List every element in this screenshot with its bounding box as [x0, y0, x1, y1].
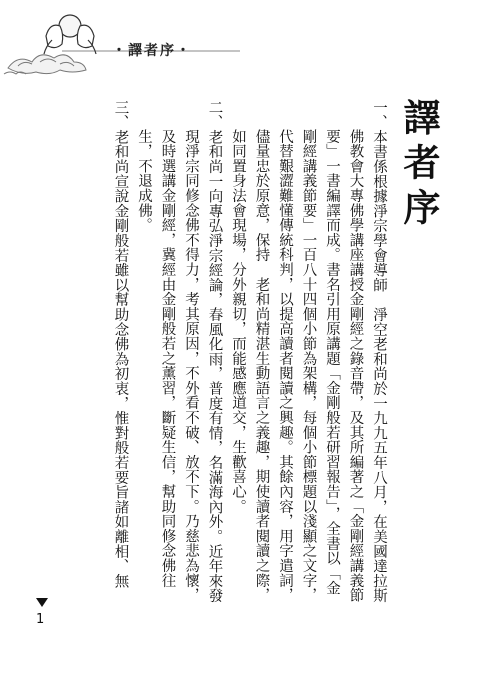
triangle-marker-icon: [36, 598, 48, 607]
hands-holding-pearl-icon: [44, 15, 96, 54]
text-line: [202, 100, 226, 640]
line-text: 代替艱澀難懂傳統科判，以提高讀者閱讀之興趣。其餘內容，用字遣詞，: [277, 129, 293, 603]
body-text: [108, 100, 390, 640]
item-number: 一、: [371, 100, 387, 130]
text-line: [108, 100, 132, 640]
text-line: [296, 100, 320, 640]
line-text: 儘量忠於原意，保持 老和尚精湛生動語言之義趣，期使讀者閱讀之際，: [253, 129, 270, 603]
text-line: [132, 100, 156, 640]
line-text: 要」一書編譯而成。書名引用原講題「金剛般若研習報告」，全書以「金: [324, 129, 340, 596]
text-line: [179, 100, 203, 640]
line-text: 剛經講義節要」一百八十四個小節為架構，每個小節標題以淺顯之文字，: [300, 129, 317, 603]
running-header-title: ・譯者序・: [112, 43, 192, 59]
text-line: [155, 100, 179, 640]
line-text: 生，不退成佛。: [136, 129, 152, 233]
text-line: [273, 100, 297, 640]
line-text: 佛教會大專佛學講座講授金剛經之錄音帶，及其所編著之「金剛經講義節: [347, 129, 364, 603]
item-number: 二、: [206, 100, 223, 130]
chapter-title: 譯者序: [397, 98, 441, 233]
text-line: [226, 100, 250, 640]
text-line: [343, 100, 367, 640]
text-line: [320, 100, 344, 640]
line-text: 本書係根據淨宗學會導師 淨空老和尚於一九九五年八月，在美國達拉斯: [371, 129, 387, 604]
line-text: 老和尚一向專弘淨宗經論，春風化雨，普度有情，名滿海內外。近年來發: [206, 129, 223, 604]
line-text: 如同置身法會現場，分外親切，而能感應道交，生歡喜心。: [230, 129, 246, 514]
page-footer: [34, 598, 64, 638]
text-line: [249, 100, 273, 640]
item-number: 三、: [112, 100, 129, 130]
header-banner: [0, 0, 482, 90]
page-number: 1: [36, 612, 45, 627]
line-text: 老和尚宣說金剛般若雖以幫助念佛為初衷，惟對般若要旨諸如離相、無: [112, 129, 129, 589]
text-line: [367, 100, 391, 640]
line-text: 及時選講金剛經，冀經由金剛般若之薰習，斷疑生信，幫助同修念佛往: [159, 129, 176, 588]
cloud-ornament-icon: [4, 55, 86, 74]
line-text: 現淨宗同修念佛不得力，考其原因，不外看不破、放不下。乃慈悲為懷，: [183, 129, 199, 603]
